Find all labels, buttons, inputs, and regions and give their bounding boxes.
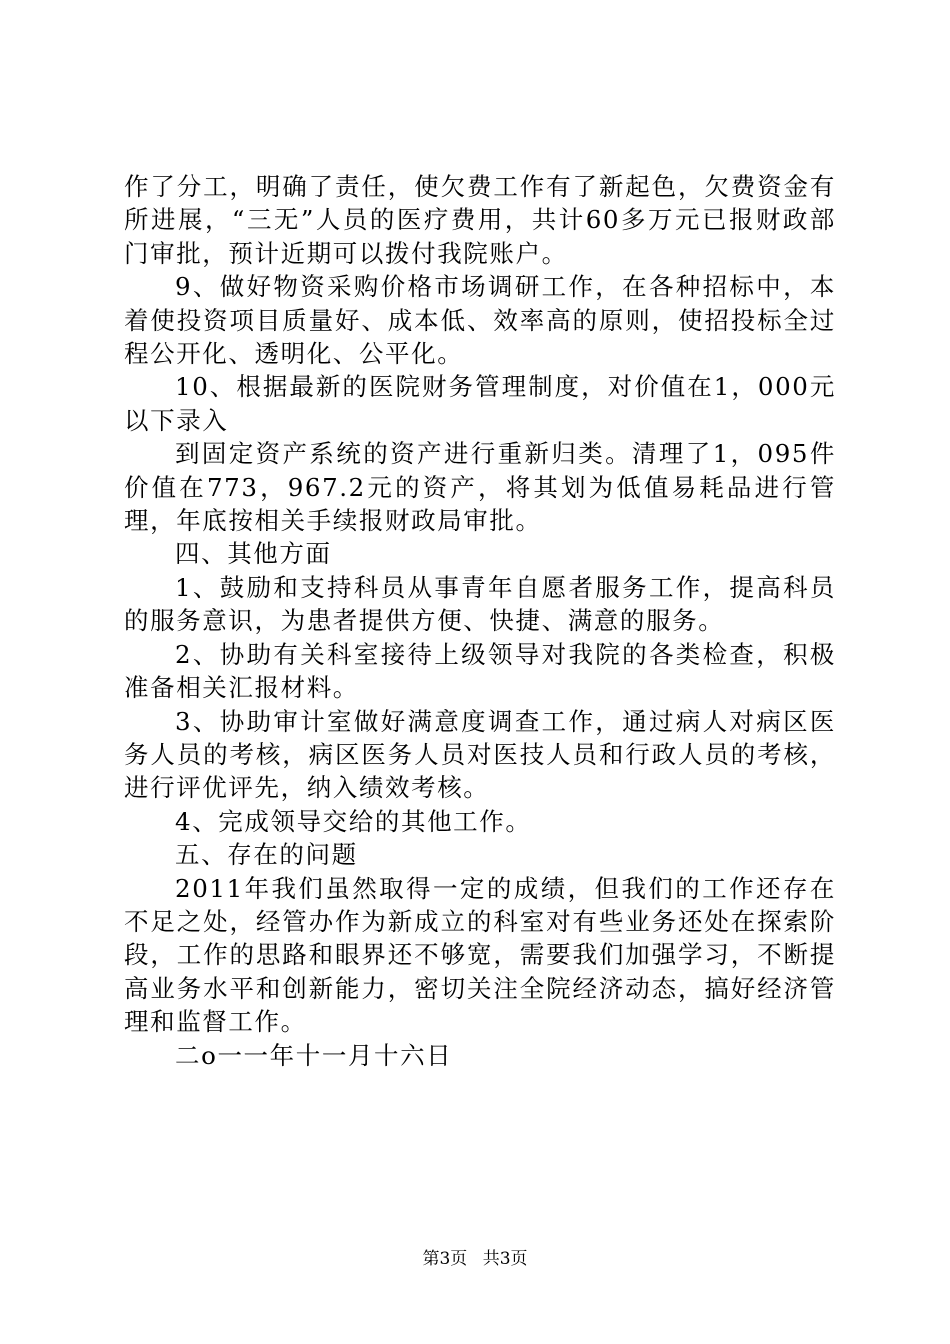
paragraph-1: 作了分工，明确了责任，使欠费工作有了新起色，欠费资金有所进展，“三无”人员的医疗费用，共计60多万元已报财政部门审批，预计近期可以拨付我院账户。 bbox=[124, 172, 836, 268]
section-heading-other: 四、其他方面 bbox=[175, 539, 332, 569]
document-body bbox=[124, 170, 836, 1072]
paragraph-4: 到固定资产系统的资产进行重新归类。清理了1，095件价值在773，967.2元的资产，将其划为低值易耗品进行管理，年底按相关手续报财政局审批。 bbox=[124, 439, 836, 536]
section-heading-problems: 五、存在的问题 bbox=[175, 840, 358, 870]
page-footer bbox=[0, 1244, 950, 1269]
paragraph-7: 2、协助有关科室接待上级领导对我院的各类检查，积极准备相关汇报材料。 bbox=[124, 639, 836, 703]
paragraph-9: 4、完成领导交给的其他工作。 bbox=[175, 806, 532, 836]
page-number: 第3页 bbox=[422, 1249, 468, 1269]
paragraph-2: 9、做好物资采购价格市场调研工作，在各种招标中，本着使投资项目质量好、成本低、效率高的原则，使招投标全过程公开化、透明化、公平化。 bbox=[124, 272, 836, 369]
page-total: 共3页 bbox=[482, 1249, 528, 1269]
paragraph-3: 10、根据最新的医院财务管理制度，对价值在1，000元以下录入 bbox=[124, 372, 836, 435]
paragraph-6: 1、鼓励和支持科员从事青年自愿者服务工作，提高科员的服务意识，为患者提供方便、快捷、满意的服务。 bbox=[124, 572, 836, 636]
paragraph-11: 2011年我们虽然取得一定的成绩，但我们的工作还存在不足之处，经管办作为新成立的科室对有些业务还处在探索阶段，工作的思路和眼界还不够宽，需要我们加强学习，不断提高业务水平和创新能力，密切关注全院经济动态，搞好经济管理和监督工作。 bbox=[124, 873, 836, 1037]
document-date: 二o一一年十一月十六日 bbox=[175, 1040, 453, 1070]
paragraph-8: 3、协助审计室做好满意度调查工作，通过病人对病区医务人员的考核，病区医务人员对医技人员和行政人员的考核，进行评优评先，纳入绩效考核。 bbox=[124, 706, 836, 803]
